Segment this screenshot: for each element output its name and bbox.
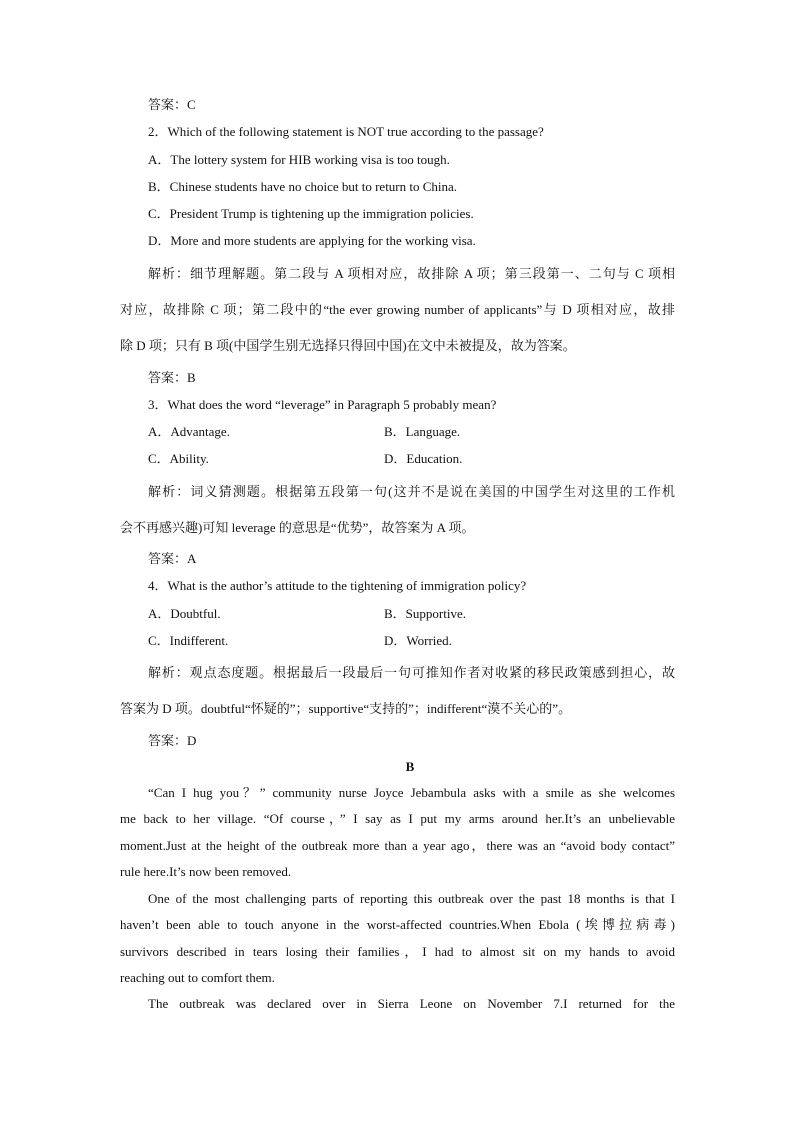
q4-stem: 4．What is the author’s attitude to the tightening of immigration policy? bbox=[148, 578, 527, 593]
q3-analysis-line-1: 解析：词义猜测题。根据第五段第一句(这并不是说在美国的中国学生对这里的工作机 bbox=[148, 484, 675, 499]
passage-line-1: “Can I hug you？” community nurse Joyce Jebambula asks with a smile as she welcomes bbox=[148, 785, 675, 800]
q2-analysis-line-3: 除 D 项；只有 B 项(中国学生别无选择只得回中国)在文中未被提及，故为答案。 bbox=[120, 338, 576, 353]
passage-line-2: me back to her village. “Of course，” I say as I put my arms around her.It’s an unbelievable bbox=[120, 811, 675, 826]
passage-line-7: survivors described in tears losing their families，I had to almost sit on my hands to avoid bbox=[120, 944, 675, 959]
q2-answer: 答案：B bbox=[148, 370, 196, 385]
passage-line-4: rule here.It’s now been removed. bbox=[120, 864, 292, 879]
passage-line-6: haven’t been able to touch anyone in the worst-affected countries.When Ebola (埃博拉病毒) bbox=[120, 917, 675, 932]
q3-option-b: B．Language. bbox=[384, 424, 461, 439]
q4-analysis-line-1: 解析：观点态度题。根据最后一段最后一句可推知作者对收紧的移民政策感到担心，故 bbox=[148, 665, 675, 680]
q2-analysis-line-2: 对应，故排除 C 项；第二段中的“the ever growing number of applicants”与 D 项相对应，故排 bbox=[120, 302, 675, 317]
q1-answer: 答案：C bbox=[148, 97, 196, 112]
q4-option-b: B．Supportive. bbox=[384, 606, 466, 621]
q2-option-a: A．The lottery system for HIB working visa is too tough. bbox=[148, 152, 450, 167]
q2-analysis-line-1: 解析：细节理解题。第二段与 A 项相对应，故排除 A 项；第三段第一、二句与 C 项相 bbox=[148, 266, 675, 281]
passage-line-5: One of the most challenging parts of reporting this outbreak over the past 18 months is that I bbox=[148, 891, 675, 906]
q4-analysis-line-2: 答案为 D 项。doubtful“怀疑的”；supportive“支持的”；indifferent“漠不关心的”。 bbox=[120, 701, 572, 716]
section-b-heading: B bbox=[405, 759, 415, 774]
q4-answer: 答案：D bbox=[148, 733, 197, 748]
q2-option-b: B．Chinese students have no choice but to return to China. bbox=[148, 179, 458, 194]
q3-option-a: A．Advantage. bbox=[148, 424, 230, 439]
q3-stem: 3．What does the word “leverage” in Paragraph 5 probably mean? bbox=[148, 397, 497, 412]
q4-option-d: D．Worried. bbox=[384, 633, 452, 648]
q2-option-c: C．President Trump is tightening up the immigration policies. bbox=[148, 206, 474, 221]
q3-option-d: D．Education. bbox=[384, 451, 463, 466]
q3-option-c: C．Ability. bbox=[148, 451, 209, 466]
q2-option-d: D．More and more students are applying for the working visa. bbox=[148, 233, 476, 248]
q3-answer: 答案：A bbox=[148, 551, 197, 566]
q2-stem: 2．Which of the following statement is NOT true according to the passage? bbox=[148, 124, 544, 139]
q3-analysis-line-2: 会不再感兴趣)可知 leverage 的意思是“优势”，故答案为 A 项。 bbox=[120, 520, 475, 535]
passage-line-8: reaching out to comfort them. bbox=[120, 970, 275, 985]
passage-line-9: The outbreak was declared over in Sierra Leone on November 7.I returned for the bbox=[148, 996, 675, 1011]
passage-line-3: moment.Just at the height of the outbreak more than a year ago，there was an “avoid body contact” bbox=[120, 838, 675, 853]
q4-option-c: C．Indifferent. bbox=[148, 633, 229, 648]
q4-option-a: A．Doubtful. bbox=[148, 606, 221, 621]
